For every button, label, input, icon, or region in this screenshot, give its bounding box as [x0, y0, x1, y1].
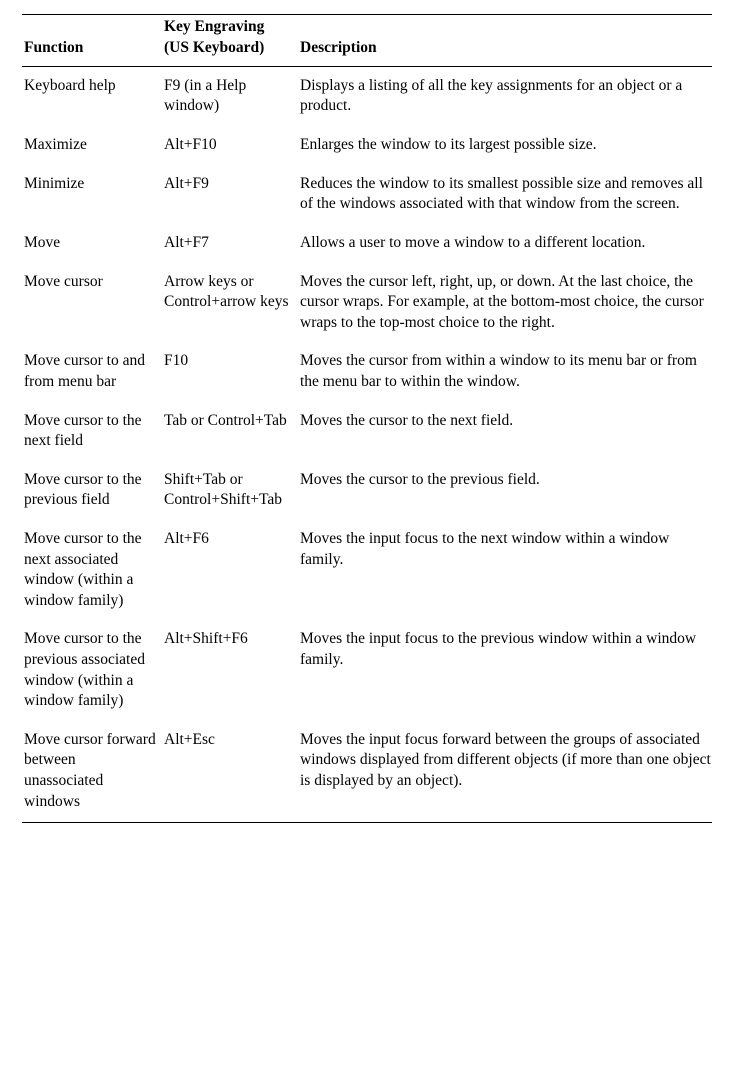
cell-key: Arrow keys or Control+arrow keys [164, 272, 289, 311]
cell-description: Displays a listing of all the key assignments for an object or a product. [300, 76, 683, 115]
keyboard-shortcuts-table [22, 14, 712, 823]
table-row [22, 165, 712, 224]
cell-function: Move cursor to the previous associated window (within a window family) [24, 630, 145, 710]
cell-description: Allows a user to move a window to a different location. [300, 233, 646, 251]
cell-function: Move [24, 233, 61, 251]
cell-key: Tab or Control+Tab [164, 411, 287, 429]
cell-key: Shift+Tab or Control+Shift+Tab [164, 470, 283, 509]
cell-function: Move cursor [24, 272, 103, 290]
table-header-row [22, 15, 712, 67]
cell-function: Move cursor to the next field [24, 411, 142, 450]
table-row [22, 402, 712, 461]
column-header-key-engraving: Key Engraving (US Keyboard) [162, 15, 298, 67]
cell-key: Alt+F6 [164, 529, 209, 547]
cell-function: Maximize [24, 136, 87, 154]
table-row [22, 126, 712, 165]
table-row [22, 620, 712, 720]
cell-description: Moves the input focus to the next window within a window family. [300, 529, 670, 568]
table-row [22, 263, 712, 343]
cell-key: Alt+Esc [162, 721, 298, 823]
cell-function: Move cursor forward between unassociated windows [22, 721, 162, 823]
cell-key: F10 [164, 352, 189, 370]
cell-description: Moves the cursor left, right, up, or down. At the last choice, the cursor wraps. For example, at the bottom-most choice, the cursor wraps to the top-most choice to the right. [300, 272, 704, 331]
cell-key: Alt+F10 [164, 136, 217, 154]
cell-key: Alt+F9 [164, 174, 209, 192]
cell-key: Alt+F7 [164, 233, 209, 251]
cell-key: F9 (in a Help window) [164, 76, 247, 115]
cell-description: Moves the input focus to the previous window within a window family. [300, 630, 697, 669]
table-row [22, 461, 712, 520]
cell-description: Enlarges the window to its largest possible size. [300, 136, 597, 154]
table-body [22, 66, 712, 822]
cell-description: Moves the input focus forward between the groups of associated windows displayed from different objects (if more than one object is displayed by an object). [298, 721, 712, 823]
table-row [22, 342, 712, 401]
column-header-function: Function [22, 15, 162, 67]
cell-function: Move cursor to and from menu bar [24, 352, 145, 390]
column-header-description: Description [298, 15, 712, 67]
cell-function: Keyboard help [24, 76, 116, 94]
table-row [22, 66, 712, 126]
cell-function: Minimize [24, 174, 85, 192]
table-header [22, 15, 712, 67]
cell-description: Reduces the window to its smallest possible size and removes all of the windows associated with that window from the screen. [300, 174, 703, 213]
table-row [22, 520, 712, 620]
table-row [22, 721, 712, 823]
cell-function: Move cursor to the previous field [24, 470, 142, 509]
cell-description: Moves the cursor to the previous field. [300, 470, 540, 488]
cell-description: Moves the cursor to the next field. [300, 411, 514, 429]
cell-description: Moves the cursor from within a window to its menu bar or from the menu bar to within the window. [300, 352, 697, 390]
table-row [22, 224, 712, 263]
cell-function: Move cursor to the next associated window (within a window family) [24, 529, 142, 609]
cell-key: Alt+Shift+F6 [164, 630, 248, 648]
